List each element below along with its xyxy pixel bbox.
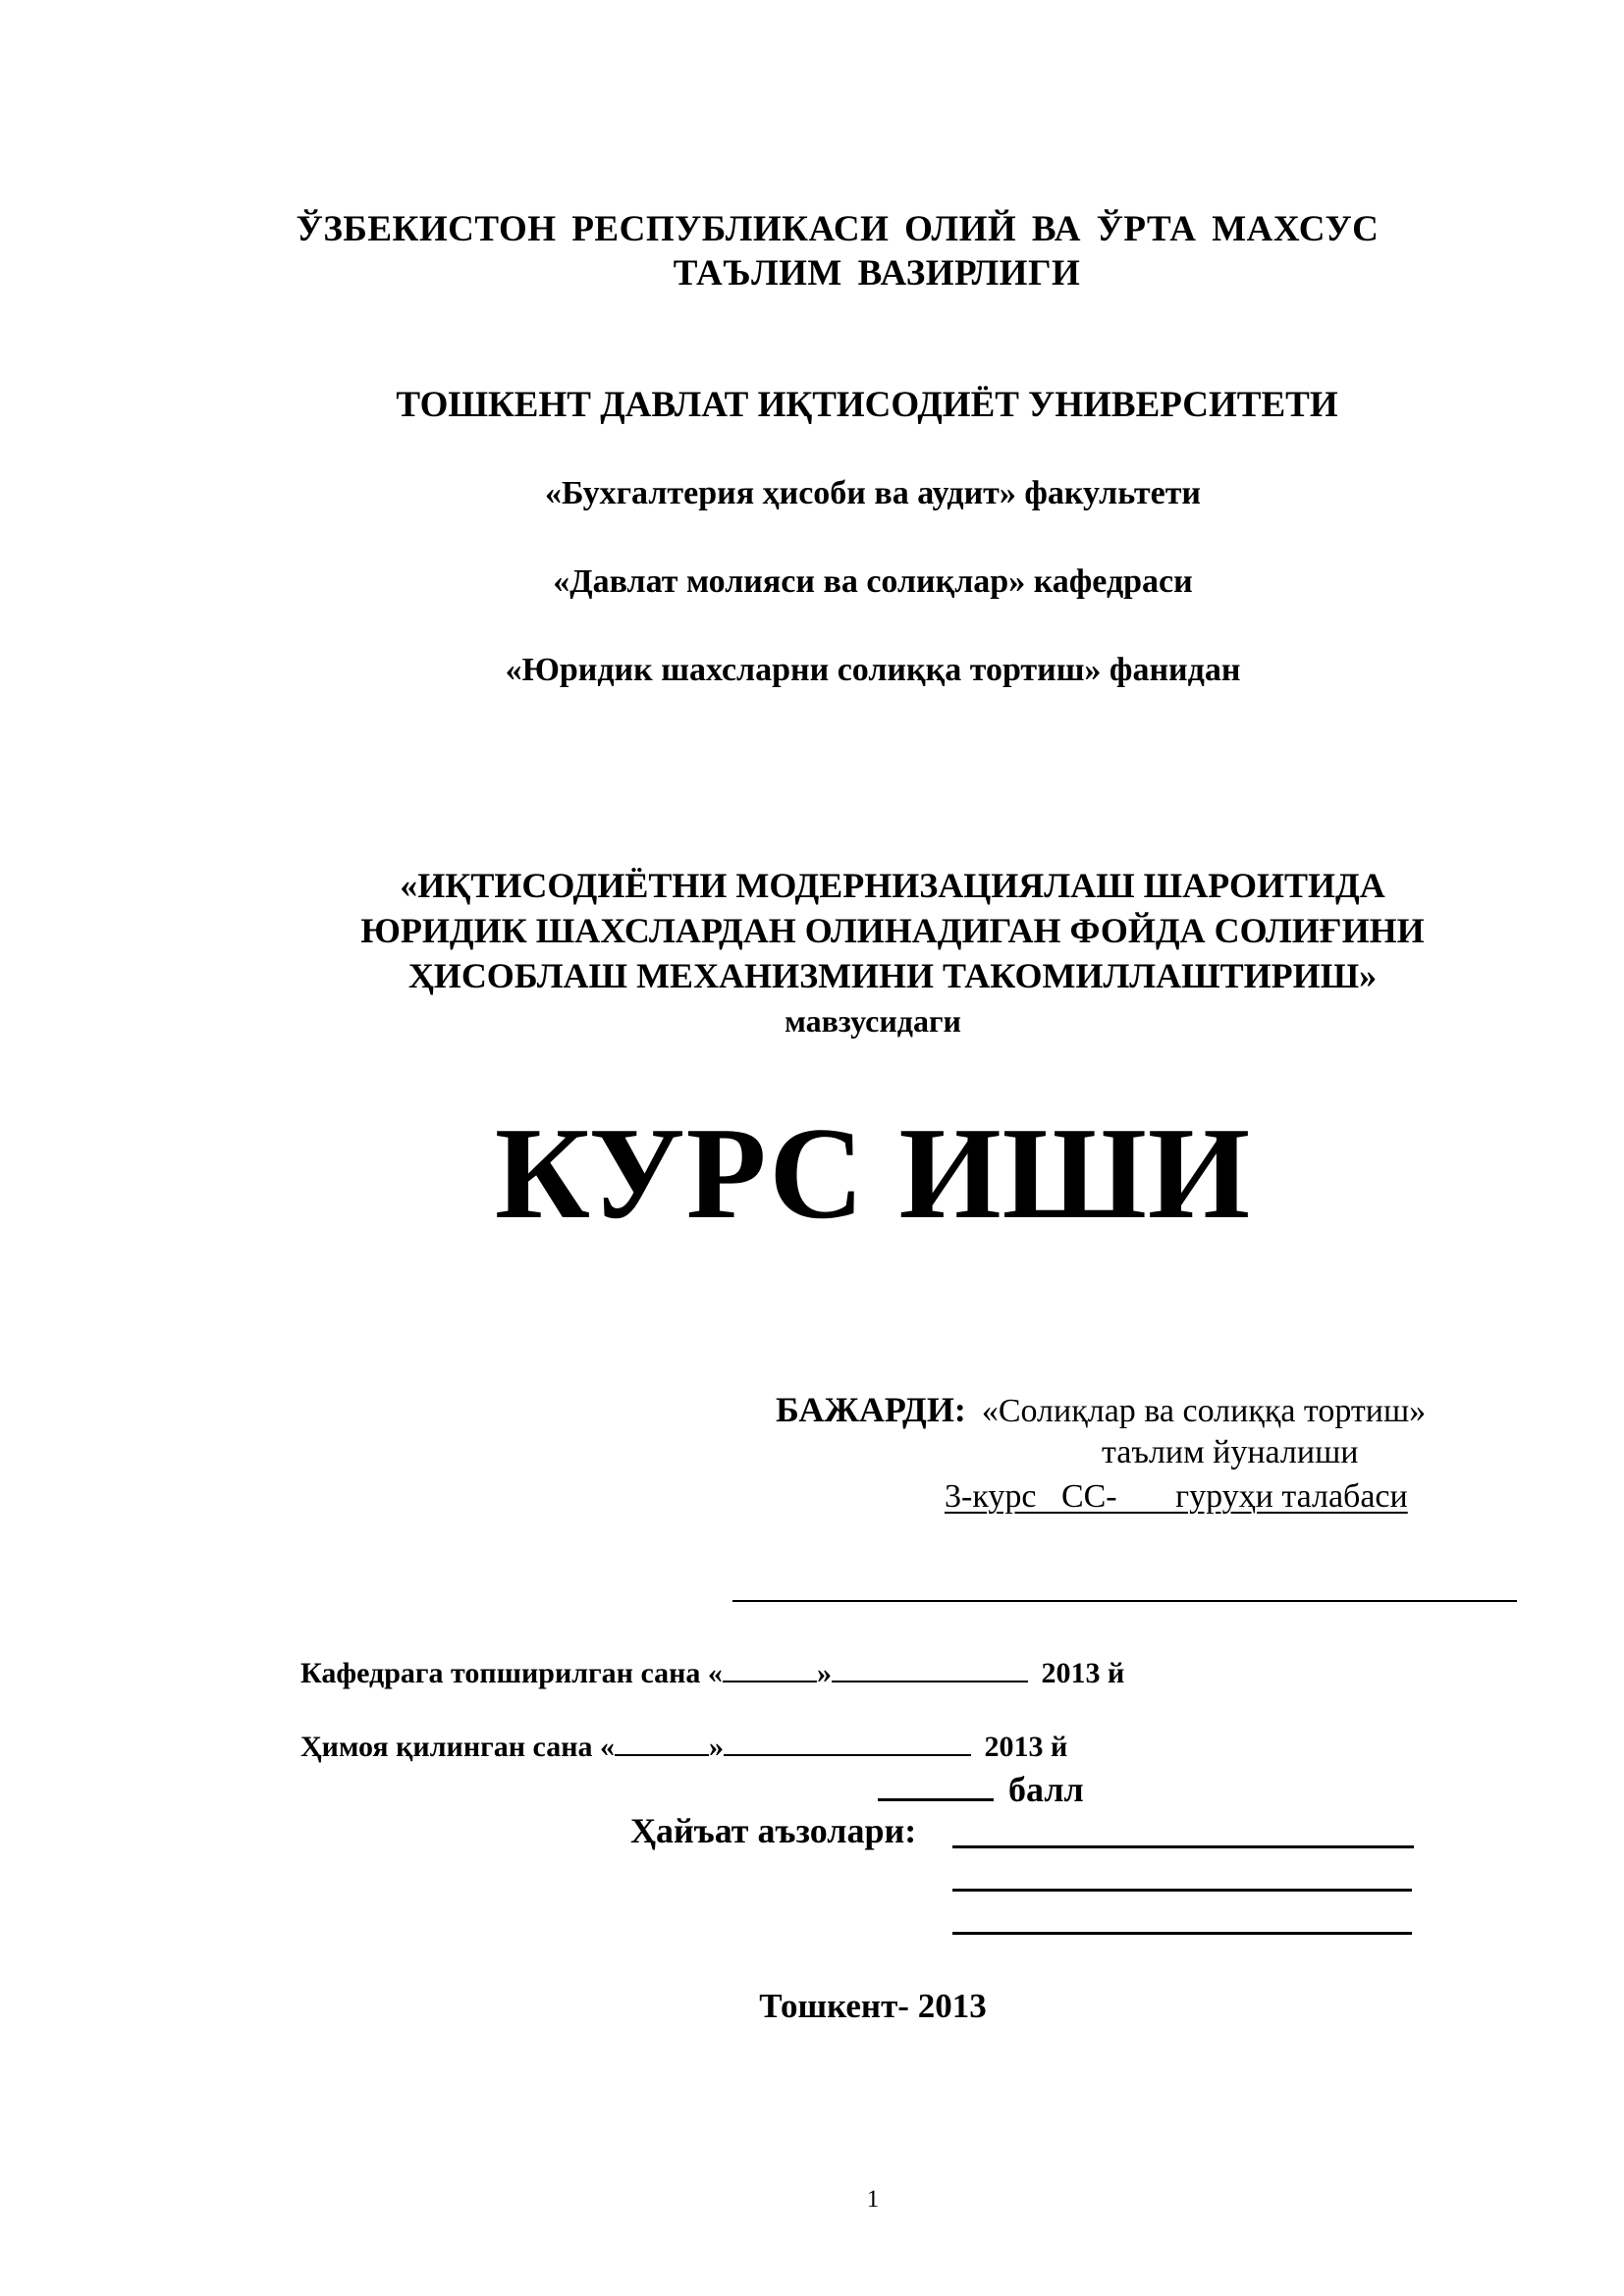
performer-group: 3-курс СС- гуруҳи талабаси (945, 1478, 1408, 1515)
subject-name: «Юридик шахсларни солиққа тортиш» фанидан (505, 652, 1241, 688)
submitted-date-label: Кафедрага топширилган сана « (300, 1657, 723, 1689)
university-name: ТОШКЕНТ ДАВЛАТ ИҚТИСОДИЁТ УНИВЕРСИТЕТИ (396, 385, 1338, 425)
document-title: КУРС ИШИ (494, 1100, 1252, 1246)
page-number: 1 (866, 2186, 880, 2213)
score-row (878, 1769, 1084, 1807)
defended-date-label: Ҳимоя қилинган сана « (300, 1731, 615, 1763)
submitted-date-quote: » (816, 1657, 832, 1689)
performer-label: БАЖАРДИ: (776, 1390, 966, 1429)
performer-direction: таълим йуналиши (1102, 1434, 1359, 1470)
city-year: Тошкент- 2013 (759, 1987, 987, 2025)
commission-line-2 (952, 1889, 1412, 1892)
defended-day-blank (615, 1729, 709, 1756)
faculty-name: «Бухгалтерия ҳисоби ва аудит» факультети (544, 475, 1201, 511)
performer-block (776, 1392, 1426, 1428)
topic-line-2: ЮРИДИК ШАХСЛАРДАН ОЛИНАДИГАН ФОЙДА СОЛИҒИНИ (360, 911, 1425, 950)
topic-line-3: ҲИСОБЛАШ МЕХАНИЗМИНИ ТАКОМИЛЛАШТИРИШ» (407, 956, 1378, 995)
topic-line-1: «ИҚТИСОДИЁТНИ МОДЕРНИЗАЦИЯЛАШ ШАРОИТИДА (400, 866, 1385, 905)
defended-year: 2013 й (984, 1731, 1068, 1763)
commission-label: Ҳайъат аъзолари: (630, 1811, 917, 1850)
submitted-day-blank (723, 1655, 817, 1682)
defended-date-row (300, 1729, 1067, 1762)
ministry-line-2: ТАЪЛИМ ВАЗИРЛИГИ (673, 253, 1081, 294)
defended-month-blank (724, 1729, 971, 1756)
department-name: «Давлат молияси ва солиқлар» кафедраси (553, 563, 1193, 600)
defended-date-quote: » (709, 1731, 724, 1763)
ministry-line-1: ЎЗБЕКИСТОН РЕСПУБЛИКАСИ ОЛИЙ ВА ЎРТА МАХСУС (296, 209, 1380, 249)
submitted-year: 2013 й (1041, 1657, 1125, 1689)
performer-program: «Солиқлар ва солиққа тортиш» (981, 1393, 1427, 1429)
submitted-month-blank (832, 1655, 1028, 1682)
commission-line-1 (952, 1845, 1414, 1848)
student-name-line (732, 1600, 1517, 1602)
topic-suffix: мавзусидаги (785, 1003, 961, 1039)
score-blank (878, 1769, 994, 1801)
commission-line-3 (952, 1932, 1412, 1935)
score-label: балл (1008, 1770, 1084, 1809)
submitted-date-row (300, 1655, 1124, 1688)
